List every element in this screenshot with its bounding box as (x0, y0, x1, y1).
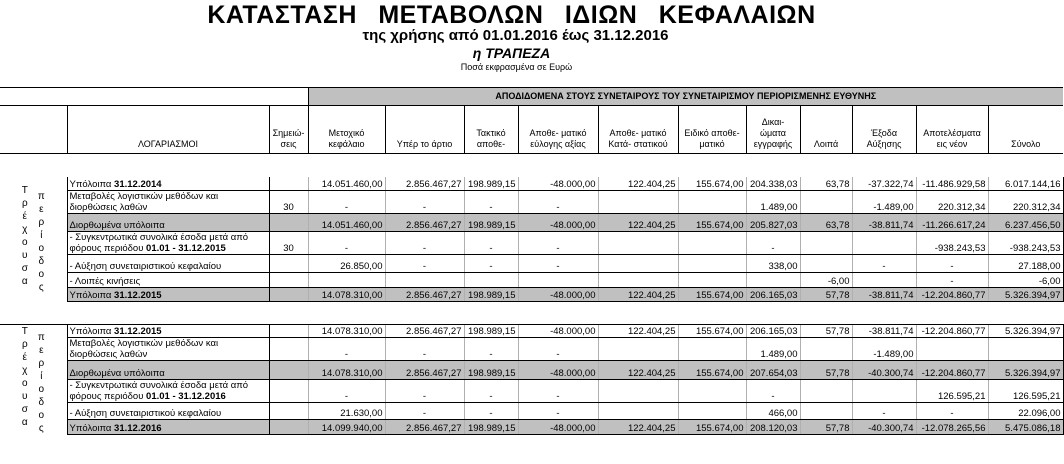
cell-share-premium: 2.856.467,27 (385, 213, 464, 231)
cell-special-reserve: 155.674,00 (678, 177, 746, 190)
cell-articles-reserve: 122.404,25 (598, 287, 678, 301)
cell-subscription-rights: - (746, 231, 800, 254)
row-label: Υπόλοιπα 31.12.2015 (67, 324, 269, 337)
cell-special-reserve: 155.674,00 (678, 324, 746, 337)
cell-articles-reserve (598, 231, 678, 254)
cell-fair-value-reserve: -48.000,00 (518, 177, 598, 190)
cell-special-reserve (678, 403, 746, 419)
cell-other: -6,00 (800, 272, 852, 287)
row-note-ref (269, 379, 308, 403)
row-note-ref (269, 337, 308, 361)
cell-other: 63,78 (800, 177, 852, 190)
cell-fair-value-reserve (518, 272, 598, 287)
cell-increase-expenses: - (852, 403, 916, 419)
row-note-ref (269, 213, 308, 231)
cell-other (800, 254, 852, 272)
cell-special-reserve (678, 254, 746, 272)
cell-statutory-reserve: 198.989,15 (464, 361, 518, 379)
cell-share-capital: 14.051.460,00 (308, 213, 385, 231)
row-label: Μεταβολές λογιστικών μεθόδων και διορθώσεις λαθών (67, 337, 269, 361)
period-spacer-row (0, 301, 1063, 324)
cell-share-premium: 2.856.467,27 (385, 287, 464, 301)
cell-special-reserve (678, 231, 746, 254)
cell-statutory-reserve: - (464, 337, 518, 361)
cell-share-capital: 26.850,00 (308, 254, 385, 272)
cell-subscription-rights (746, 272, 800, 287)
table-row (0, 177, 1063, 190)
table-row (0, 324, 1063, 337)
cell-share-capital: - (308, 379, 385, 403)
cell-subscription-rights: 338,00 (746, 254, 800, 272)
cell-total: 6.017.144,16 (988, 177, 1063, 190)
cell-special-reserve (678, 190, 746, 213)
cell-retained-earnings: -11.486.929,58 (916, 177, 988, 190)
attributable-band: ΑΠΟΔΙΔΟΜΕΝΑ ΣΤΟΥΣ ΣΥΝΕΤΑΙΡΟΥΣ ΤΟΥ ΣΥΝΕΤΑΙΡΙΣΜΟΥ ΠΕΡΙΟΡΙΣΜΕΝΗΣ ΕΥΘΥΝΗΣ (308, 87, 1063, 105)
col-header-share-capital: Μετοχικό κεφάλαιο (308, 105, 385, 153)
cell-fair-value-reserve: -48.000,00 (518, 361, 598, 379)
col-header-share-premium: Υπέρ το άρτιο (385, 105, 464, 153)
cell-total: 126.595,21 (988, 379, 1063, 403)
cell-articles-reserve (598, 190, 678, 213)
cell-retained-earnings: 126.595,21 (916, 379, 988, 403)
cell-share-premium: - (385, 403, 464, 419)
cell-statutory-reserve: 198.989,15 (464, 419, 518, 434)
cell-total: 220.312,34 (988, 190, 1063, 213)
cell-articles-reserve (598, 337, 678, 361)
cell-fair-value-reserve: -48.000,00 (518, 324, 598, 337)
cell-share-premium (385, 272, 464, 287)
statement-period: της χρήσης από 01.01.2016 έως 31.12.2016 (362, 27, 669, 44)
cell-statutory-reserve: - (464, 254, 518, 272)
col-header-retained-earnings: Αποτελέσματα εις νέον (916, 105, 988, 153)
cell-statutory-reserve: 198.989,15 (464, 287, 518, 301)
cell-total: 6.237.456,50 (988, 213, 1063, 231)
cell-increase-expenses: -37.322,74 (852, 177, 916, 190)
col-header-increase-expenses: Έξοδα Αύξησης (852, 105, 916, 153)
row-label: - Συγκεντρωτικά συνολικά έσοδα μετά από φόρους περιόδου 01.01 - 31.12.2016 (67, 379, 269, 403)
cell-other (800, 379, 852, 403)
cell-other (800, 337, 852, 361)
cell-retained-earnings: -11.266.617,24 (916, 213, 988, 231)
cell-articles-reserve (598, 272, 678, 287)
cell-share-premium: - (385, 190, 464, 213)
row-note-ref (269, 403, 308, 419)
cell-total: 5.326.394,97 (988, 324, 1063, 337)
row-label: Υπόλοιπα 31.12.2014 (67, 177, 269, 190)
cell-subscription-rights: 1.489,00 (746, 337, 800, 361)
row-label: Διορθωμένα υπόλοιπα (67, 213, 269, 231)
col-header-fair-value-reserve: Αποθε- ματικό εύλογης αξίας (518, 105, 598, 153)
col-header-subscription-rights: Δικαι- ώματα εγγραφής (746, 105, 800, 153)
cell-fair-value-reserve: - (518, 231, 598, 254)
row-note-ref: 30 (269, 231, 308, 254)
cell-share-capital: 14.078.310,00 (308, 324, 385, 337)
cell-total: 5.475.086,18 (988, 419, 1063, 434)
row-note-ref (269, 419, 308, 434)
cell-share-premium: - (385, 254, 464, 272)
cell-articles-reserve: 122.404,25 (598, 177, 678, 190)
cell-total: 27.188,00 (988, 254, 1063, 272)
cell-increase-expenses: -38.811,74 (852, 213, 916, 231)
col-header-other: Λοιπά (800, 105, 852, 153)
cell-retained-earnings (916, 337, 988, 361)
cell-total (988, 337, 1063, 361)
row-note-ref (269, 361, 308, 379)
cell-share-capital: - (308, 231, 385, 254)
cell-subscription-rights: 206.165,03 (746, 324, 800, 337)
cell-share-capital: 14.078.310,00 (308, 287, 385, 301)
cell-share-capital: - (308, 190, 385, 213)
cell-subscription-rights: 208.120,03 (746, 419, 800, 434)
cell-subscription-rights: 204.338,03 (746, 177, 800, 190)
cell-articles-reserve (598, 379, 678, 403)
row-label: - Αύξηση συνεταιριστικού κεφαλαίου (67, 254, 269, 272)
cell-articles-reserve (598, 403, 678, 419)
cell-special-reserve (678, 337, 746, 361)
cell-special-reserve (678, 272, 746, 287)
cell-fair-value-reserve: - (518, 403, 598, 419)
cell-share-premium: 2.856.467,27 (385, 177, 464, 190)
cell-articles-reserve: 122.404,25 (598, 419, 678, 434)
cell-subscription-rights: - (746, 379, 800, 403)
cell-special-reserve: 155.674,00 (678, 419, 746, 434)
cell-share-capital: 21.630,00 (308, 403, 385, 419)
cell-statutory-reserve: 198.989,15 (464, 324, 518, 337)
cell-retained-earnings: 220.312,34 (916, 190, 988, 213)
cell-statutory-reserve: 198.989,15 (464, 213, 518, 231)
cell-subscription-rights: 466,00 (746, 403, 800, 419)
cell-retained-earnings: -12.204.860,77 (916, 287, 988, 301)
cell-increase-expenses: - (852, 254, 916, 272)
cell-share-premium: - (385, 231, 464, 254)
cell-articles-reserve: 122.404,25 (598, 361, 678, 379)
cell-other: 57,78 (800, 419, 852, 434)
cell-statutory-reserve (464, 272, 518, 287)
cell-retained-earnings: - (916, 272, 988, 287)
row-label: - Συγκεντρωτικά συνολικά έσοδα μετά από φόρους περιόδου 01.01 - 31.12.2015 (67, 231, 269, 254)
cell-share-capital: - (308, 337, 385, 361)
cell-share-premium: - (385, 379, 464, 403)
table-row (0, 361, 1063, 379)
table-row (0, 190, 1063, 213)
cell-share-premium: 2.856.467,27 (385, 419, 464, 434)
cell-statutory-reserve: - (464, 190, 518, 213)
cell-share-premium: - (385, 337, 464, 361)
row-note-ref (269, 177, 308, 190)
cell-fair-value-reserve: -48.000,00 (518, 287, 598, 301)
cell-fair-value-reserve: - (518, 190, 598, 213)
period-side-label: Τ ρ έ χ ο υ σ α π ε ρ ί ο δ ο ς (21, 185, 45, 293)
col-header-statutory-reserve: Τακτικό αποθε- (464, 105, 518, 153)
cell-retained-earnings: -938.243,53 (916, 231, 988, 254)
cell-other: 57,78 (800, 287, 852, 301)
cell-fair-value-reserve: -48.000,00 (518, 419, 598, 434)
cell-increase-expenses: -40.300,74 (852, 361, 916, 379)
cell-increase-expenses (852, 231, 916, 254)
table-row (0, 287, 1063, 301)
cell-total: -938.243,53 (988, 231, 1063, 254)
cell-other (800, 403, 852, 419)
cell-increase-expenses: -38.811,74 (852, 324, 916, 337)
col-header-special-reserve: Ειδικό αποθε- ματικό (678, 105, 746, 153)
cell-increase-expenses: -1.489,00 (852, 337, 916, 361)
col-header-accounts: ΛΟΓΑΡΙΑΣΜΟΙ (67, 105, 269, 153)
cell-fair-value-reserve: -48.000,00 (518, 213, 598, 231)
cell-statutory-reserve: - (464, 379, 518, 403)
table-row (0, 419, 1063, 434)
col-header-articles-reserve: Αποθε- ματικό Κατά- στατικού (598, 105, 678, 153)
cell-retained-earnings: - (916, 254, 988, 272)
cell-share-premium: 2.856.467,27 (385, 324, 464, 337)
cell-subscription-rights: 1.489,00 (746, 190, 800, 213)
equity-changes-table (0, 72, 1064, 435)
table-row (0, 254, 1063, 272)
cell-fair-value-reserve: - (518, 379, 598, 403)
cell-statutory-reserve: 198.989,15 (464, 177, 518, 190)
company-name: η ΤΡΑΠΕΖΑ (472, 45, 551, 61)
row-label: Υπόλοιπα 31.12.2016 (67, 419, 269, 434)
cell-special-reserve: 155.674,00 (678, 361, 746, 379)
cell-increase-expenses (852, 272, 916, 287)
row-note-ref (269, 324, 308, 337)
row-label: Υπόλοιπα 31.12.2015 (67, 287, 269, 301)
col-header-notes: Σημειώ- σεις (269, 105, 308, 153)
cell-increase-expenses: -38.811,74 (852, 287, 916, 301)
column-header-row (0, 105, 1063, 153)
cell-articles-reserve (598, 254, 678, 272)
cell-special-reserve: 155.674,00 (678, 287, 746, 301)
cell-retained-earnings: -12.204.860,77 (916, 324, 988, 337)
cell-statutory-reserve: - (464, 403, 518, 419)
cell-fair-value-reserve: - (518, 337, 598, 361)
cell-special-reserve (678, 379, 746, 403)
row-note-ref (269, 254, 308, 272)
col-header-total: Σύνολο (988, 105, 1063, 153)
cell-share-capital: 14.099.940,00 (308, 419, 385, 434)
row-note-ref (269, 287, 308, 301)
table-row (0, 337, 1063, 361)
cell-other: 57,78 (800, 324, 852, 337)
cell-increase-expenses: -1.489,00 (852, 190, 916, 213)
cell-increase-expenses (852, 379, 916, 403)
row-note-ref (269, 272, 308, 287)
table-row (0, 403, 1063, 419)
cell-total: 22.096,00 (988, 403, 1063, 419)
table-row (0, 272, 1063, 287)
cell-subscription-rights: 205.827,03 (746, 213, 800, 231)
cell-share-capital: 14.051.460,00 (308, 177, 385, 190)
band-spacer-row (0, 72, 1063, 87)
cell-other (800, 190, 852, 213)
row-label: - Αύξηση συνεταιριστικού κεφαλαίου (67, 403, 269, 419)
cell-total: 5.326.394,97 (988, 287, 1063, 301)
row-note-ref: 30 (269, 190, 308, 213)
row-label: Διορθωμένα υπόλοιπα (67, 361, 269, 379)
cell-articles-reserve: 122.404,25 (598, 324, 678, 337)
cell-other: 57,78 (800, 361, 852, 379)
cell-articles-reserve: 122.404,25 (598, 213, 678, 231)
statement-title: ΚΑΤΑΣΤΑΣΗ ΜΕΤΑΒΟΛΩΝ ΙΔΙΩΝ ΚΕΦΑΛΑΙΩΝ (207, 1, 816, 29)
cell-total: -6,00 (988, 272, 1063, 287)
cell-total: 5.326.394,97 (988, 361, 1063, 379)
currency-note: Ποσά εκφρασμένα σε Ευρώ (460, 62, 573, 72)
table-row (0, 213, 1063, 231)
band-row (0, 87, 1063, 105)
cell-share-capital: 14.078.310,00 (308, 361, 385, 379)
cell-retained-earnings: - (916, 403, 988, 419)
period-spacer-row (0, 153, 1063, 177)
cell-statutory-reserve: - (464, 231, 518, 254)
cell-subscription-rights: 206.165,03 (746, 287, 800, 301)
cell-share-premium: 2.856.467,27 (385, 361, 464, 379)
row-label: - Λοιπές κινήσεις (67, 272, 269, 287)
cell-special-reserve: 155.674,00 (678, 213, 746, 231)
cell-other (800, 231, 852, 254)
cell-share-capital (308, 272, 385, 287)
cell-increase-expenses: -40.300,74 (852, 419, 916, 434)
row-label: Μεταβολές λογιστικών μεθόδων και διορθώσεις λαθών (67, 190, 269, 213)
table-row (0, 231, 1063, 254)
cell-retained-earnings: -12.078.265,56 (916, 419, 988, 434)
table-row (0, 379, 1063, 403)
period-side-label: Τ ρ έ χ ο υ σ α π ε ρ ί ο δ ο ς (21, 325, 45, 434)
cell-fair-value-reserve: - (518, 254, 598, 272)
cell-other: 63,78 (800, 213, 852, 231)
cell-subscription-rights: 207.654,03 (746, 361, 800, 379)
cell-retained-earnings: -12.204.860,77 (916, 361, 988, 379)
